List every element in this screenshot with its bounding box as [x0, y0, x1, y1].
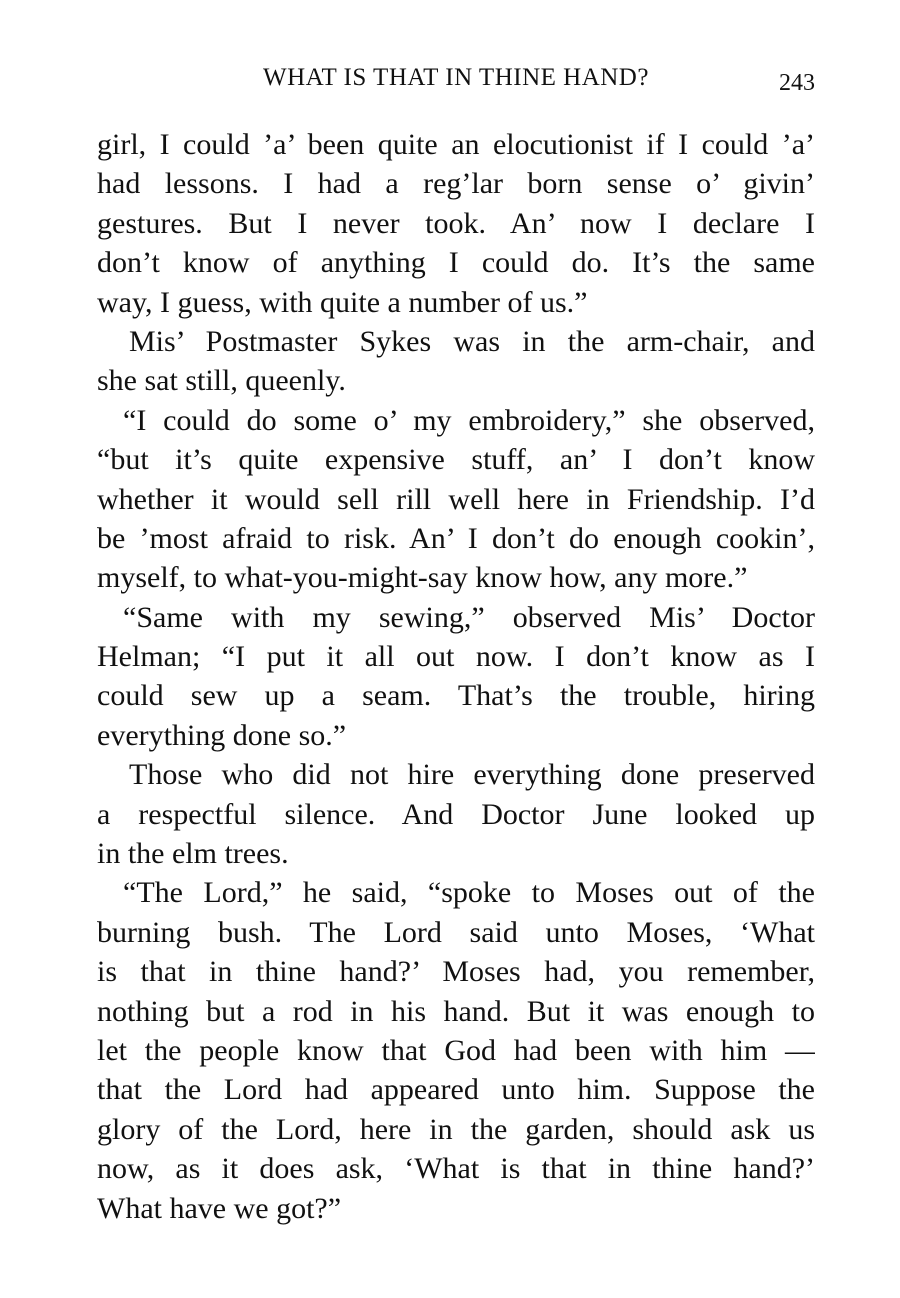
- text-line: glory of the Lord, here in the garden, should ask us: [97, 1112, 815, 1146]
- text-line: don’t know of anything I could do. It’s the same: [97, 246, 815, 280]
- text-line: way, I guess, with quite a number of us.”: [97, 285, 588, 319]
- text-line: in the elm trees.: [97, 837, 289, 871]
- text-line: Mis’ Postmaster Sykes was in the arm-chair, and: [129, 324, 815, 358]
- text-line: What have we got?”: [97, 1191, 342, 1225]
- text-line: she sat still, queenly.: [97, 364, 346, 398]
- text-line: “I could do some o’ my embroidery,” she observed,: [123, 403, 815, 437]
- text-line: “but it’s quite expensive stuff, an’ I don’t know: [97, 443, 815, 477]
- text-line: be ’most afraid to risk. An’ I don’t do enough cookin’,: [97, 521, 815, 555]
- text-line: now, as it does ask, ‘What is that in thine hand?’: [97, 1152, 815, 1186]
- text-line: whether it would sell rill well here in Friendship. I’d: [97, 482, 815, 516]
- text-line: that the Lord had appeared unto him. Suppose the: [97, 1073, 815, 1107]
- text-line: Helman; “I put it all out now. I don’t know as I: [97, 640, 815, 674]
- text-line: gestures. But I never took. An’ now I declare I: [97, 206, 815, 240]
- text-line: nothing but a rod in his hand. But it was enough to: [97, 994, 815, 1028]
- text-line: girl, I could ’a’ been quite an elocutionist if I could ’a’: [97, 128, 815, 161]
- text-line: “Same with my sewing,” observed Mis’ Doctor: [123, 600, 815, 634]
- text-line: let the people know that God had been with him —: [97, 1033, 815, 1067]
- body-text: [97, 125, 815, 1228]
- page-number: 243: [779, 70, 815, 96]
- text-line: burning bush. The Lord said unto Moses, ‘What: [97, 915, 815, 949]
- text-line: “The Lord,” he said, “spoke to Moses out of the: [123, 876, 815, 910]
- text-line: is that in thine hand?’ Moses had, you remember,: [97, 955, 815, 989]
- text-line: had lessons. I had a reg’lar born sense o’ givin’: [97, 167, 815, 201]
- text-line: could sew up a seam. That’s the trouble, hiring: [97, 679, 815, 713]
- text-line: Those who did not hire everything done preserved: [129, 758, 815, 792]
- running-header: [97, 60, 815, 100]
- text-line: a respectful silence. And Doctor June looked up: [97, 797, 815, 831]
- text-line: everything done so.”: [97, 718, 347, 752]
- running-title: WHAT IS THAT IN THINE HAND?: [263, 64, 649, 91]
- text-line: myself, to what-you-might-say know how, any more.”: [97, 561, 748, 595]
